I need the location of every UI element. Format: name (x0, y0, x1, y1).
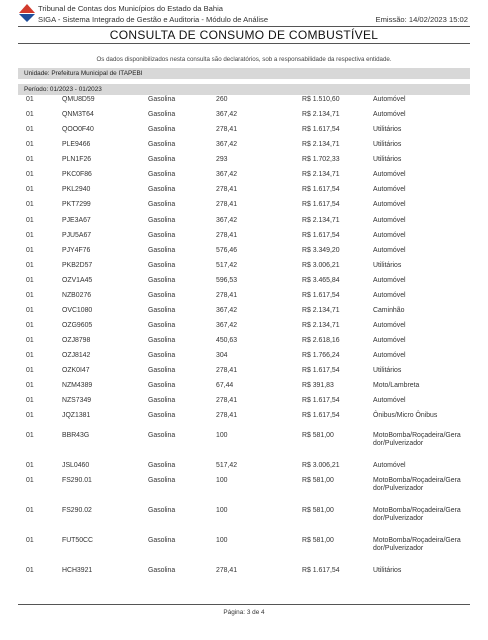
month-cell: 01 (26, 567, 34, 574)
plate-cell: PJY4F76 (62, 247, 91, 254)
value-cell: R$ 3.349,20 (302, 247, 340, 254)
month-cell: 01 (26, 462, 34, 469)
fuel-cell: Gasolina (148, 171, 176, 178)
fuel-cell: Gasolina (148, 337, 176, 344)
month-cell: 01 (26, 307, 34, 314)
quantity-cell: 278,41 (216, 201, 238, 208)
month-cell: 01 (26, 382, 34, 389)
vehicle-type-cell: Automóvel (373, 217, 406, 224)
vehicle-type-cell: Automóvel (373, 352, 406, 359)
fuel-cell: Gasolina (148, 397, 176, 404)
fuel-cell: Gasolina (148, 507, 176, 514)
footer-divider (18, 604, 470, 605)
plate-cell: HCH3921 (62, 567, 93, 574)
value-cell: R$ 2.134,71 (302, 111, 340, 118)
month-cell: 01 (26, 186, 34, 193)
value-cell: R$ 1.617,54 (302, 412, 340, 419)
quantity-cell: 100 (216, 507, 228, 514)
value-cell: R$ 3.006,21 (302, 462, 340, 469)
quantity-cell: 367,42 (216, 141, 238, 148)
fuel-cell: Gasolina (148, 141, 176, 148)
fuel-cell: Gasolina (148, 432, 176, 439)
quantity-cell: 260 (216, 96, 228, 103)
month-cell: 01 (26, 96, 34, 103)
quantity-cell: 278,41 (216, 412, 238, 419)
plate-cell: NZS7349 (62, 397, 92, 404)
month-cell: 01 (26, 262, 34, 269)
value-cell: R$ 1.617,54 (302, 126, 340, 133)
fuel-cell: Gasolina (148, 477, 176, 484)
value-cell: R$ 2.134,71 (302, 307, 340, 314)
quantity-cell: 278,41 (216, 367, 238, 374)
fuel-cell: Gasolina (148, 537, 176, 544)
month-cell: 01 (26, 367, 34, 374)
plate-cell: PKL2940 (62, 186, 91, 193)
fuel-cell: Gasolina (148, 292, 176, 299)
fuel-cell: Gasolina (148, 262, 176, 269)
plate-cell: FS290.02 (62, 507, 92, 514)
quantity-cell: 450,63 (216, 337, 238, 344)
value-cell: R$ 1.617,54 (302, 186, 340, 193)
value-cell: R$ 2.134,71 (302, 141, 340, 148)
quantity-cell: 278,41 (216, 186, 238, 193)
vehicle-type-cell: Automóvel (373, 322, 406, 329)
value-cell: R$ 2.134,71 (302, 217, 340, 224)
vehicle-type-cell: Utilitários (373, 367, 402, 374)
quantity-cell: 367,42 (216, 217, 238, 224)
institution-name: Tribunal de Contas dos Municípios do Estado da Bahia (38, 4, 224, 13)
value-cell: R$ 3.006,21 (302, 262, 340, 269)
quantity-cell: 367,42 (216, 171, 238, 178)
fuel-cell: Gasolina (148, 111, 176, 118)
fuel-cell: Gasolina (148, 96, 176, 103)
plate-cell: OZJ8142 (62, 352, 91, 359)
periodo-band: Período: 01/2023 - 01/2023 (18, 84, 470, 95)
quantity-cell: 517,42 (216, 462, 238, 469)
vehicle-type-cell: Automóvel (373, 292, 406, 299)
quantity-cell: 278,41 (216, 126, 238, 133)
value-cell: R$ 581,00 (302, 537, 334, 544)
plate-cell: QNM3T64 (62, 111, 94, 118)
month-cell: 01 (26, 477, 34, 484)
quantity-cell: 367,42 (216, 322, 238, 329)
month-cell: 01 (26, 292, 34, 299)
value-cell: R$ 391,83 (302, 382, 334, 389)
value-cell: R$ 581,00 (302, 477, 334, 484)
fuel-cell: Gasolina (148, 156, 176, 163)
plate-cell: OZG9605 (62, 322, 93, 329)
value-cell: R$ 1.617,54 (302, 397, 340, 404)
value-cell: R$ 1.617,54 (302, 567, 340, 574)
vehicle-type-cell: Utilitários (373, 262, 402, 269)
month-cell: 01 (26, 537, 34, 544)
tcm-logo-icon (18, 3, 36, 23)
quantity-cell: 100 (216, 477, 228, 484)
vehicle-type-cell: Automóvel (373, 277, 406, 284)
quantity-cell: 278,41 (216, 292, 238, 299)
quantity-cell: 278,41 (216, 397, 238, 404)
month-cell: 01 (26, 337, 34, 344)
plate-cell: OVC1080 (62, 307, 93, 314)
fuel-cell: Gasolina (148, 352, 176, 359)
vehicle-type-cell: Utilitários (373, 126, 402, 133)
vehicle-type-cell: Automóvel (373, 171, 406, 178)
month-cell: 01 (26, 507, 34, 514)
vehicle-type-cell: Automóvel (373, 247, 406, 254)
vehicle-type-cell: Utilitários (373, 156, 402, 163)
plate-cell: BBR43G (62, 432, 90, 439)
vehicle-type-cell: Automóvel (373, 397, 406, 404)
quantity-cell: 367,42 (216, 111, 238, 118)
value-cell: R$ 1.617,54 (302, 201, 340, 208)
fuel-cell: Gasolina (148, 462, 176, 469)
page-title: CONSULTA DE CONSUMO DE COMBUSTÍVEL (18, 26, 470, 44)
vehicle-type-cell: Automóvel (373, 96, 406, 103)
plate-cell: OZK0I47 (62, 367, 90, 374)
fuel-cell: Gasolina (148, 201, 176, 208)
month-cell: 01 (26, 217, 34, 224)
fuel-cell: Gasolina (148, 567, 176, 574)
fuel-cell: Gasolina (148, 367, 176, 374)
fuel-cell: Gasolina (148, 382, 176, 389)
vehicle-type-cell: Automóvel (373, 111, 406, 118)
value-cell: R$ 1.702,33 (302, 156, 340, 163)
page-number: Página: 3 de 4 (223, 609, 265, 616)
month-cell: 01 (26, 352, 34, 359)
quantity-cell: 304 (216, 352, 228, 359)
vehicle-type-cell: Utilitários (373, 141, 402, 148)
vehicle-type-cell: Automóvel (373, 337, 406, 344)
month-cell: 01 (26, 232, 34, 239)
plate-cell: PKC0F86 (62, 171, 92, 178)
vehicle-type-cell: MotoBomba/Roçadeira/Gerador/Pulverizador (373, 507, 461, 522)
value-cell: R$ 2.134,71 (302, 171, 340, 178)
vehicle-type-cell: Moto/Lambreta (373, 382, 420, 389)
month-cell: 01 (26, 141, 34, 148)
fuel-cell: Gasolina (148, 307, 176, 314)
fuel-cell: Gasolina (148, 412, 176, 419)
plate-cell: OZV1A45 (62, 277, 93, 284)
plate-cell: QMU8D59 (62, 96, 95, 103)
fuel-cell: Gasolina (148, 277, 176, 284)
month-cell: 01 (26, 432, 34, 439)
quantity-cell: 278,41 (216, 567, 238, 574)
quantity-cell: 576,46 (216, 247, 238, 254)
vehicle-type-cell: Caminhão (373, 307, 405, 314)
plate-cell: QOO0F40 (62, 126, 94, 133)
value-cell: R$ 1.766,24 (302, 352, 340, 359)
value-cell: R$ 2.134,71 (302, 322, 340, 329)
quantity-cell: 596,53 (216, 277, 238, 284)
disclaimer-notice: Os dados disponibilizados nesta consulta são declaratórios, sob a responsabilidade da respectiva entidade. (96, 56, 392, 63)
vehicle-type-cell: MotoBomba/Roçadeira/Gerador/Pulverizador (373, 477, 461, 492)
month-cell: 01 (26, 171, 34, 178)
plate-cell: PJU5A67 (62, 232, 92, 239)
plate-cell: FUT50CC (62, 537, 94, 544)
quantity-cell: 517,42 (216, 262, 238, 269)
quantity-cell: 100 (216, 537, 228, 544)
fuel-cell: Gasolina (148, 126, 176, 133)
value-cell: R$ 3.465,84 (302, 277, 340, 284)
month-cell: 01 (26, 277, 34, 284)
fuel-cell: Gasolina (148, 217, 176, 224)
month-cell: 01 (26, 247, 34, 254)
value-cell: R$ 1.510,60 (302, 96, 340, 103)
vehicle-type-cell: Automóvel (373, 462, 406, 469)
fuel-cell: Gasolina (148, 186, 176, 193)
plate-cell: JSL0460 (62, 462, 90, 469)
plate-cell: PLE9466 (62, 141, 91, 148)
vehicle-type-cell: Utilitários (373, 567, 402, 574)
fuel-cell: Gasolina (148, 322, 176, 329)
plate-cell: NZB0276 (62, 292, 92, 299)
plate-cell: NZM4389 (62, 382, 93, 389)
vehicle-type-cell: Automóvel (373, 186, 406, 193)
emission-date: Emissão: 14/02/2023 15:02 (375, 15, 468, 24)
quantity-cell: 100 (216, 432, 228, 439)
fuel-cell: Gasolina (148, 247, 176, 254)
month-cell: 01 (26, 412, 34, 419)
value-cell: R$ 1.617,54 (302, 292, 340, 299)
vehicle-type-cell: Automóvel (373, 232, 406, 239)
vehicle-type-cell: MotoBomba/Roçadeira/Gerador/Pulverizador (373, 537, 461, 552)
quantity-cell: 367,42 (216, 307, 238, 314)
month-cell: 01 (26, 322, 34, 329)
plate-cell: PLN1F26 (62, 156, 92, 163)
value-cell: R$ 1.617,54 (302, 367, 340, 374)
plate-cell: PJE3A67 (62, 217, 91, 224)
month-cell: 01 (26, 126, 34, 133)
plate-cell: JQZ1381 (62, 412, 91, 419)
plate-cell: FS290.01 (62, 477, 92, 484)
month-cell: 01 (26, 397, 34, 404)
unidade-band: Unidade: Prefeitura Municipal de ITAPEBI (18, 68, 470, 79)
value-cell: R$ 1.617,54 (302, 232, 340, 239)
quantity-cell: 278,41 (216, 232, 238, 239)
quantity-cell: 67,44 (216, 382, 234, 389)
month-cell: 01 (26, 111, 34, 118)
fuel-cell: Gasolina (148, 232, 176, 239)
plate-cell: OZJ8798 (62, 337, 91, 344)
month-cell: 01 (26, 156, 34, 163)
value-cell: R$ 581,00 (302, 432, 334, 439)
value-cell: R$ 581,00 (302, 507, 334, 514)
plate-cell: PKB2D57 (62, 262, 93, 269)
vehicle-type-cell: MotoBomba/Roçadeira/Gerador/Pulverizador (373, 432, 461, 447)
quantity-cell: 293 (216, 156, 228, 163)
vehicle-type-cell: Ônibus/Micro Ônibus (373, 412, 438, 419)
month-cell: 01 (26, 201, 34, 208)
value-cell: R$ 2.618,16 (302, 337, 340, 344)
plate-cell: PKT7299 (62, 201, 91, 208)
system-name: SIGA - Sistema Integrado de Gestão e Auditoria - Módulo de Análise (38, 15, 269, 24)
vehicle-type-cell: Automóvel (373, 201, 406, 208)
